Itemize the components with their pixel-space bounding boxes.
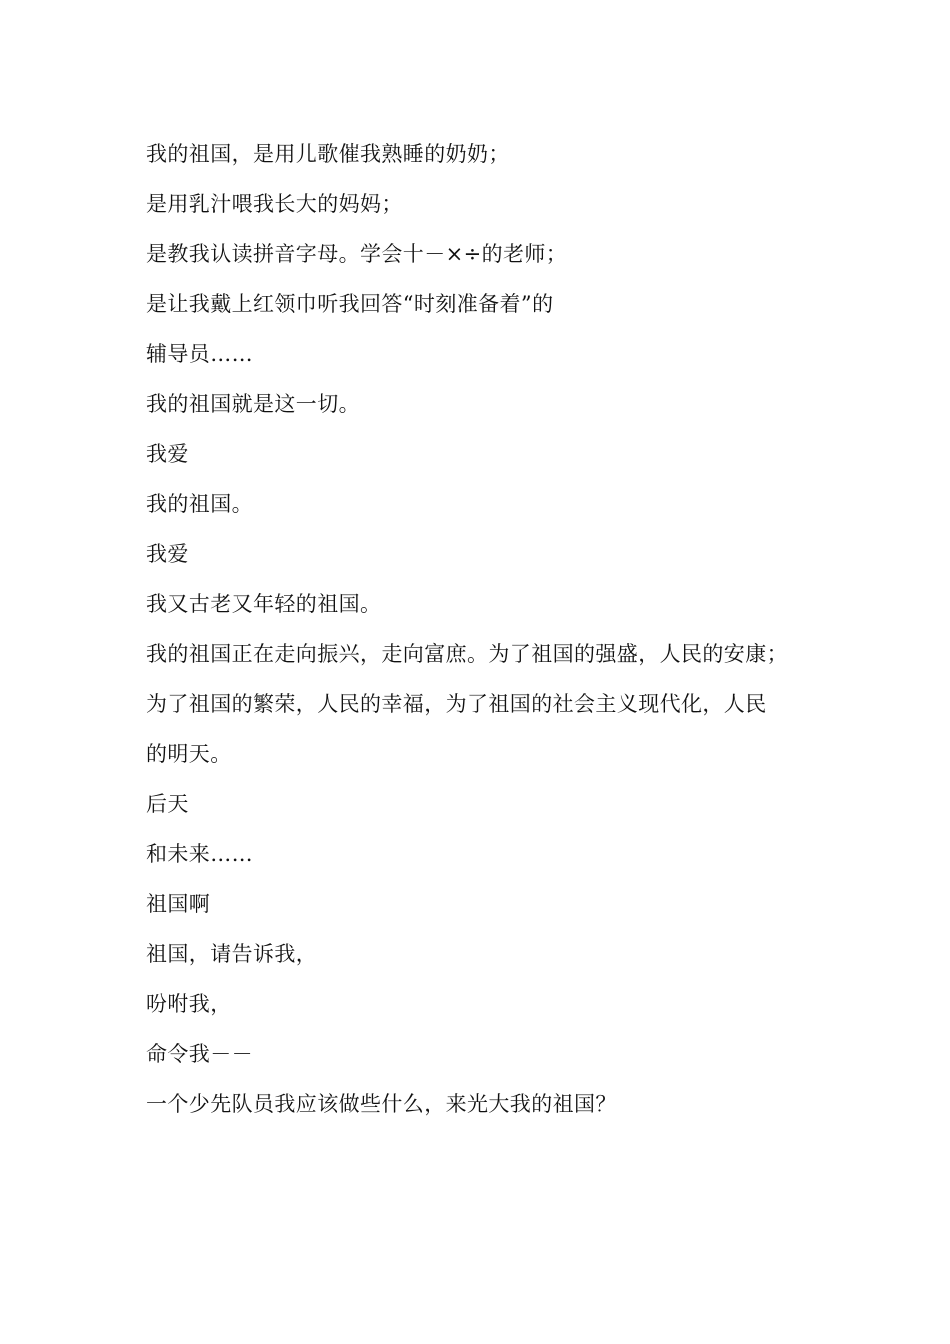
text-line: 我的祖国。	[146, 492, 253, 516]
text-line: 是用乳汁喂我长大的妈妈；	[146, 192, 403, 216]
text-line: 后天	[146, 792, 189, 816]
text-line: 吩咐我，	[146, 992, 232, 1016]
text-line: 我爱	[146, 542, 189, 566]
text-line: 我的祖国正在走向振兴，走向富庶。为了祖国的强盛，人民的安康；	[146, 642, 788, 666]
text-line: 和未来……	[146, 842, 253, 866]
text-line: 是教我认读拼音字母。学会十－×÷的老师；	[146, 242, 568, 266]
text-line: 一个少先队员我应该做些什么，来光大我的祖国？	[146, 1092, 617, 1116]
text-line: 的明天。	[146, 742, 232, 766]
text-line: 我的祖国就是这一切。	[146, 392, 360, 416]
text-line: 我的祖国，是用儿歌催我熟睡的奶奶；	[146, 142, 510, 166]
text-line: 辅导员……	[146, 342, 253, 366]
text-line: 祖国，请告诉我，	[146, 942, 318, 966]
text-line: 我爱	[146, 442, 189, 466]
text-line: 为了祖国的繁荣，人民的幸福，为了祖国的社会主义现代化，人民	[146, 692, 767, 716]
poem-text	[146, 129, 846, 1129]
text-line: 命令我－－	[146, 1042, 253, 1066]
text-line: 是让我戴上红领巾听我回答“时刻准备着”的	[146, 292, 554, 316]
text-line: 祖国啊	[146, 892, 211, 916]
text-line: 我又古老又年轻的祖国。	[146, 592, 382, 616]
